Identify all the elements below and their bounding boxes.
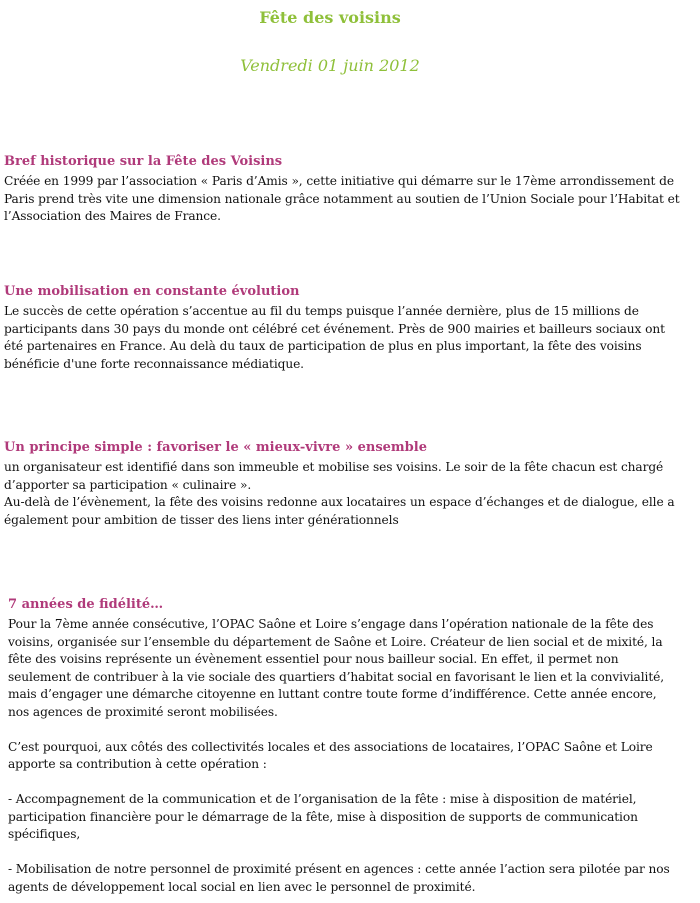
section-heading: Bref historique sur la Fête des Voisins	[4, 154, 283, 169]
document-title: Fête des voisins	[259, 8, 401, 27]
section-paragraph: - Accompagnement de la communication et de l’organisation de la fête : mise à disposition de matériel, participation financière pour le démarrage de la fête, mise à disposition de supports de communication spécifiques,	[8, 792, 638, 841]
section-paragraph: Pour la 7ème année consécutive, l’OPAC Saône et Loire s’engage dans l’opération nationale de la fête des voisins, organisée sur l’ensemble du département de Saône et Loire. Créateur de lien social et de mixité, la fête des voisins représente un évènement essentiel pour nous bailleur social. En effet, il permet non seulement de contribuer à la vie sociale des quartiers d’habitat social en favorisant le lien et la convivialité, mais d’engager une démarche citoyenne en luttant contre toute forme d’indifférence. Cette année encore, nos agences de proximité seront mobilisées.	[8, 617, 665, 719]
section-paragraph: un organisateur est identifié dans son immeuble et mobilise ses voisins. Le soir de la fête chacun est chargé d’apporter sa participation « culinaire ».	[4, 460, 664, 492]
section-paragraph: - Mobilisation de notre personnel de proximité présent en agences : cette année l’action sera pilotée par nos agents de développement local social en lien avec le personnel de proximité.	[8, 862, 670, 894]
section-paragraph: Au-delà de l’évènement, la fête des voisins redonne aux locataires un espace d’échanges et de dialogue, elle a également pour ambition de tisser des liens inter générationnels	[4, 495, 675, 527]
section-principe	[4, 439, 680, 529]
section-mobilisation	[4, 283, 680, 373]
section-paragraph: Créée en 1999 par l’association « Paris d’Amis », cette initiative qui démarre sur le 17ème arrondissement de Paris prend très vite une dimension nationale grâce notamment au soutien de l’Union Sociale pour l’Habitat et l’Association des Maires de France.	[4, 174, 680, 223]
section-heading: Un principe simple : favoriser le « mieux-vivre » ensemble	[4, 440, 427, 455]
document-date: Vendredi 01 juin 2012	[240, 56, 420, 75]
paragraph-spacer	[8, 774, 680, 792]
section-fidelite	[8, 596, 680, 896]
section-paragraph: Le succès de cette opération s’accentue au fil du temps puisque l’année dernière, plus de 15 millions de participants dans 30 pays du monde ont célébré cet événement. Près de 900 mairies et bailleurs sociaux ont été partenaires en France. Au delà du taux de participation de plus en plus important, la fête des voisins bénéficie d'une forte reconnaissance médiatique.	[4, 304, 665, 371]
section-heading: 7 années de fidélité…	[8, 597, 164, 612]
paragraph-spacer	[8, 844, 680, 862]
section-heading: Une mobilisation en constante évolution	[4, 284, 300, 299]
section-paragraph: C’est pourquoi, aux côtés des collectivités locales et des associations de locataires, l’OPAC Saône et Loire apporte sa contribution à cette opération :	[8, 739, 653, 771]
section-history	[4, 153, 680, 226]
paragraph-spacer	[8, 721, 680, 739]
